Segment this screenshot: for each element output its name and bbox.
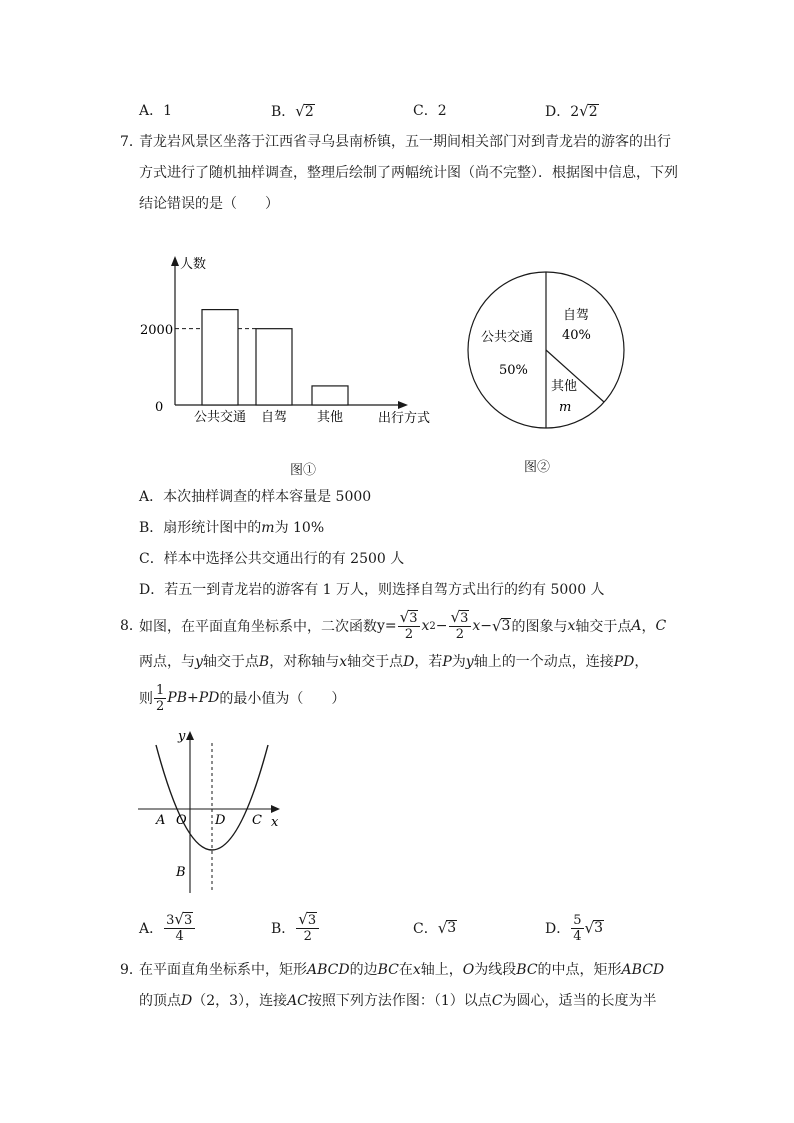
q7-text-line1: 青龙岩风景区坐落于江西省寻乌县南桥镇，五一期间相关部门对到青龙岩的游客的出行 (139, 134, 671, 150)
tick-label-2000: 2000 (140, 323, 174, 338)
q8-option-d[interactable]: D． $\frac{5}{4}$ √ 3 (545, 912, 603, 944)
q8-text-line3: 则 $\frac{1}{2}$ PB+PD 的最小值为（ ） (139, 682, 346, 714)
bar-2 (256, 329, 292, 405)
q7-option-c[interactable]: C．样本中选择公共交通出行的有 2500 人 (139, 551, 405, 567)
x-axis-label: 出行方式 (378, 411, 431, 426)
q8-option-c[interactable]: C． √ 3 (413, 919, 457, 937)
fig1-caption: 图① (290, 463, 317, 478)
bar-chart (140, 250, 450, 480)
q8-option-a[interactable]: A． $\frac{3√3}{4}$ (139, 906, 196, 950)
pie-label-public: 公共交通 (481, 330, 534, 345)
q9-text-line2: 的顶点D（2，3），连接AC按照下列方法作图：（1）以点C为圆心，适当的长度为半 (139, 993, 657, 1009)
pie-divider-diagonal (546, 350, 604, 402)
point-label-A: A (156, 813, 166, 828)
category-label-3: 其他 (316, 410, 344, 425)
pie-label-self: 自驾 (563, 308, 590, 323)
pie-pct-self: 40% (562, 328, 591, 343)
q6-option-d[interactable]: D．2√2 (545, 102, 598, 120)
q7-option-a[interactable]: A．本次抽样调查的样本容量是 5000 (139, 489, 372, 505)
frac-one-half: $\frac{1}{2}$ (156, 682, 165, 714)
point-label-D: D (215, 813, 226, 828)
point-label-C: C (252, 813, 262, 828)
q8-text-line1: 如图，在平面直角坐标系中，二次函数 y= $\frac{√3}{2}$ x 2 − $\frac{√3}{2}$ x − √ 3 的图象与 x 轴交于点 A ， C (139, 608, 667, 642)
graph-label-x: x (271, 815, 279, 830)
category-label-1: 公共交通 (193, 410, 247, 425)
q9-number: 9． (120, 962, 143, 978)
q8-number: 8． (120, 618, 143, 634)
q6-option-a[interactable]: A．1 (139, 103, 173, 119)
pie-chart (465, 250, 635, 440)
q6-option-b[interactable]: B．√2 (271, 102, 314, 120)
q7-text-line3: 结论错误的是（ ） (139, 196, 279, 212)
tick-label-0: 0 (155, 400, 164, 415)
q7-text-line2: 方式进行了随机抽样调查，整理后绘制了两幅统计图（尚不完整）．根据图中信息，下列 (139, 165, 678, 181)
pie-pct-public: 50% (499, 363, 528, 378)
point-label-B: B (176, 865, 186, 880)
q8-text-line2: 两点，与y轴交于点B，对称轴与x轴交于点D，若P为y轴上的一个动点，连接PD， (139, 654, 649, 670)
q9-text-line1: 在平面直角坐标系中，矩形ABCD的边BC在x轴上，O为线段BC的中点，矩形ABCD (139, 962, 665, 978)
category-label-2: 自驾 (260, 410, 288, 425)
q7-option-d[interactable]: D．若五一到青龙岩的游客有 1 万人，则选择自驾方式出行的约有 5000 人 (139, 582, 605, 598)
frac-sqrt3-over-2-b: $\frac{√3}{2}$ (449, 610, 472, 642)
pie-label-other: 其他 (551, 379, 578, 394)
bar-3 (312, 386, 348, 405)
q8-option-b[interactable]: B． $\frac{√3}{2}$ (271, 906, 320, 950)
q7-option-b[interactable]: B．扇形统计图中的m为 10% (139, 520, 325, 536)
x-axis-arrow (398, 401, 408, 409)
q6-option-c[interactable]: C．2 (413, 103, 447, 119)
parabola-graph (138, 725, 288, 895)
y-axis-label: 人数 (180, 257, 207, 272)
graph-x-arrow (271, 805, 280, 813)
bar-1 (202, 310, 238, 405)
graph-y-arrow (186, 731, 194, 740)
pie-pct-other: m (559, 400, 572, 415)
fig2-caption: 图② (524, 460, 551, 475)
q7-number: 7． (120, 134, 143, 150)
y-axis-arrow (171, 256, 179, 266)
graph-label-y: y (178, 729, 186, 744)
point-label-O: O (176, 813, 187, 828)
frac-sqrt3-over-2: $\frac{√3}{2}$ (398, 610, 421, 642)
